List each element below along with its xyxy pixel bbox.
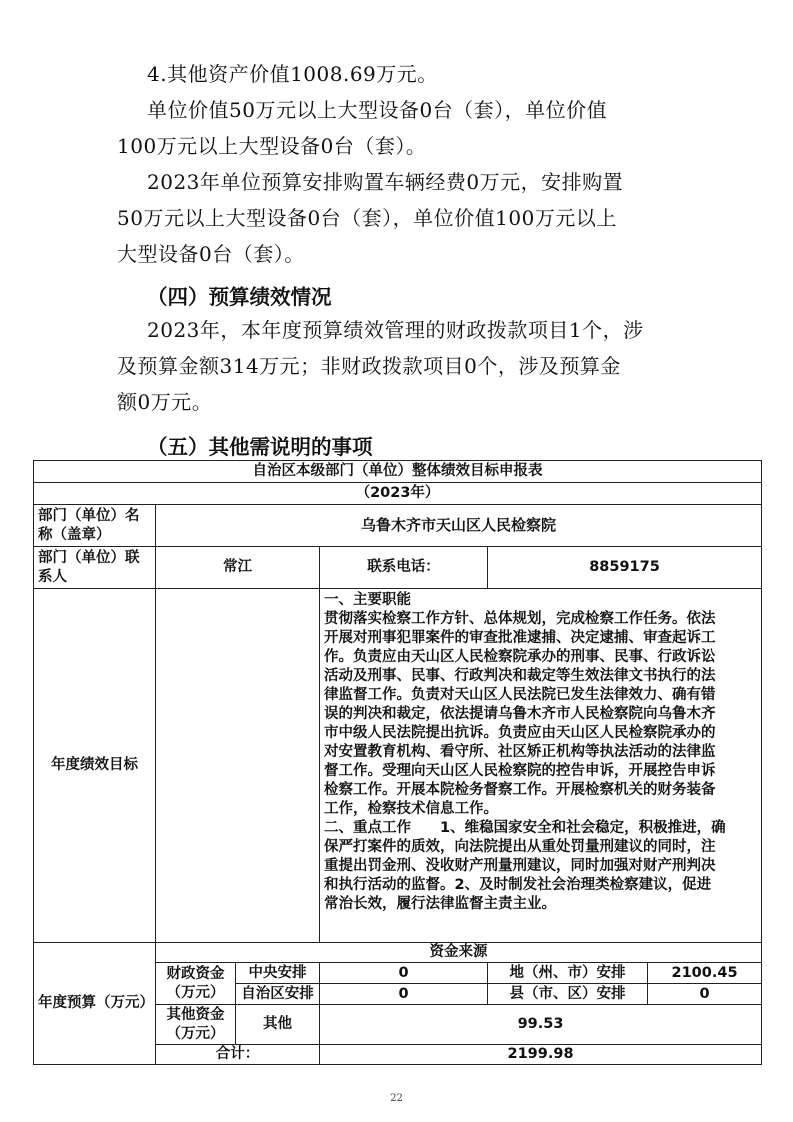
perf-line-1: 2023年，本年度预算绩效管理的财政拨款项目1个，涉	[147, 318, 644, 342]
county-label: 县（市、区）安排	[488, 984, 648, 1005]
prefecture-value: 2100.45	[648, 963, 762, 984]
county-value: 0	[648, 984, 762, 1005]
annual-goal-text	[320, 589, 762, 943]
asset-line-4: 2023年单位预算安排购置车辆经费0万元，安排购置	[147, 170, 624, 194]
region-label: 自治区安排	[236, 984, 320, 1005]
goal-line: 一、主要职能	[324, 592, 411, 608]
dept-name-label: 部门（单位）名称（盖章）	[34, 505, 156, 547]
goal-line: 开展对刑事犯罪案件的审查批准逮捕、决定逮捕、审查起诉工	[324, 630, 716, 646]
total-value: 2199.98	[320, 1045, 762, 1065]
phone-label: 联系电话：	[320, 547, 488, 589]
fiscal-funds-label: 财政资金（万元）	[156, 963, 236, 1005]
goal-line: 二、重点工作 1、维稳国家安全和社会稳定，积极推进，确	[324, 820, 726, 836]
goal-line: 误的判决和裁定，依法提请乌鲁木齐市人民检察院向乌鲁木齐	[324, 706, 716, 722]
goal-line: 市中级人民法院提出抗诉。负责应由天山区人民检察院承办的	[324, 725, 716, 741]
goal-line: 对安置教育机构、看守所、社区矫正机构等执法活动的法律监	[324, 744, 716, 760]
page-number: 22	[390, 1093, 403, 1104]
annual-goal-label: 年度绩效目标	[34, 589, 156, 943]
asset-line-2: 单位价值50万元以上大型设备0台（套），单位价值	[147, 98, 608, 122]
goal-line: 贯彻落实检察工作方针、总体规划，完成检察工作任务。依法	[324, 611, 716, 627]
prefecture-label: 地（州、市）安排	[488, 963, 648, 984]
other-value: 99.53	[320, 1005, 762, 1045]
goal-line: 活动及刑事、民事、行政判决和裁定等生效法律文书执行的法	[324, 668, 716, 684]
form-title: 自治区本级部门（单位）整体绩效目标申报表	[34, 461, 762, 483]
goal-line: 和执行活动的监督。2、及时制发社会治理类检察建议，促进	[324, 877, 712, 893]
phone-value: 8859175	[488, 547, 762, 589]
section-4-heading: （四）预算绩效情况	[147, 285, 332, 309]
goal-line: 重提出罚金刑、没收财产刑量刑建议，同时加强对财产刑判决	[324, 858, 716, 874]
goal-line: 常治长效，履行法律监督主责主业。	[324, 896, 556, 912]
contact-person-label: 部门（单位）联系人	[34, 547, 156, 589]
other-sub-label: 其他	[236, 1005, 320, 1045]
form-year: （2023年）	[34, 483, 762, 505]
asset-line-3: 100万元以上大型设备0台（套）。	[117, 134, 427, 158]
perf-line-2: 及预算金额314万元；非财政拨款项目0个，涉及预算金	[117, 354, 621, 378]
asset-line-1: 4.其他资产价值1008.69万元。	[147, 62, 438, 86]
other-funds-label: 其他资金（万元）	[156, 1005, 236, 1045]
contact-person-value: 常江	[156, 547, 320, 589]
annual-budget-label: 年度预算（万元）	[34, 943, 156, 1065]
goal-line: 督工作。受理向天山区人民检察院的控告申诉，开展控告申诉	[324, 763, 716, 779]
goal-line: 工作，检察技术信息工作。	[324, 801, 498, 817]
performance-target-form	[33, 460, 762, 1065]
dept-name-value: 乌鲁木齐市天山区人民检察院	[156, 505, 762, 547]
asset-line-5: 50万元以上大型设备0台（套），单位价值100万元以上	[117, 206, 617, 230]
asset-line-6: 大型设备0台（套）。	[117, 242, 305, 266]
central-value: 0	[320, 963, 488, 984]
total-label: 合计：	[156, 1045, 320, 1065]
goal-line: 保严打案件的质效，向法院提出从重处罚量刑建议的同时，注	[324, 839, 716, 855]
goal-line: 检察工作。开展本院检务督察工作。开展检察机关的财务装备	[324, 782, 716, 798]
perf-line-3: 额0万元。	[117, 390, 213, 414]
section-5-heading: （五）其他需说明的事项	[147, 435, 373, 459]
goal-blank-cell	[156, 589, 320, 943]
central-label: 中央安排	[236, 963, 320, 984]
fund-source-header: 资金来源	[156, 943, 762, 963]
goal-line: 律监督工作。负责对天山区人民法院已发生法律效力、确有错	[324, 687, 716, 703]
region-value: 0	[320, 984, 488, 1005]
goal-line: 作。负责应由天山区人民检察院承办的刑事、民事、行政诉讼	[324, 649, 716, 665]
